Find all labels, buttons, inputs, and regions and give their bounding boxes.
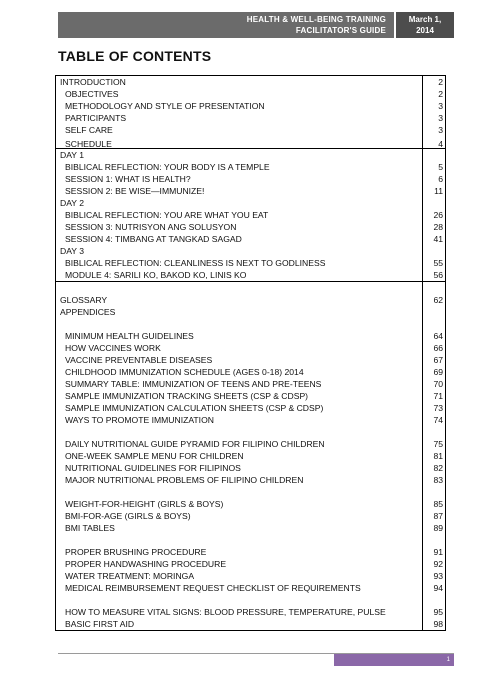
toc-spacer (56, 594, 422, 606)
toc-entry-title[interactable]: BASIC FIRST AID (65, 619, 135, 629)
toc-entry-page: 64 (433, 331, 443, 341)
toc-entry-title[interactable]: ONE-WEEK SAMPLE MENU FOR CHILDREN (65, 451, 244, 461)
toc-entry-page: 26 (433, 210, 443, 220)
toc-entry-page: 91 (433, 547, 443, 557)
toc-entry-page: 87 (433, 511, 443, 521)
toc-entry-page: 71 (433, 391, 443, 401)
toc-entry-page (423, 318, 443, 330)
page-header (58, 12, 454, 38)
toc-entry-title[interactable]: GLOSSARY (60, 295, 108, 305)
toc-titles-cell (56, 282, 423, 631)
toc-section (56, 149, 446, 282)
footer-page-number: 1 (446, 657, 450, 663)
toc-entry-title[interactable]: SCHEDULE (65, 139, 112, 149)
toc-spacer (56, 534, 422, 546)
toc-entry-page (423, 149, 443, 161)
toc-entry-title[interactable]: BIBLICAL REFLECTION: YOU ARE WHAT YOU EAT (65, 210, 269, 220)
toc-entry-title[interactable]: WAYS TO PROMOTE IMMUNIZATION (65, 415, 214, 425)
toc-entry-page: 89 (433, 523, 443, 533)
toc-entry-title[interactable]: OBJECTIVES (65, 89, 119, 99)
toc-entry-title[interactable]: SESSION 2: BE WISE—IMMUNIZE! (65, 186, 205, 196)
toc-entry-page: 94 (433, 583, 443, 593)
toc-entry-title[interactable]: DAY 3 (60, 246, 85, 256)
toc-entry-page: 56 (433, 270, 443, 280)
toc-titles-cell (56, 76, 423, 149)
toc-entry-page: 92 (433, 559, 443, 569)
toc-entry-title[interactable]: PROPER HANDWASHING PROCEDURE (65, 559, 227, 569)
toc-entry-page: 3 (438, 113, 443, 123)
toc-entry-title[interactable]: HOW TO MEASURE VITAL SIGNS: BLOOD PRESSURE, TEMPERATURE, PULSE (65, 607, 386, 617)
toc-entry-title[interactable]: METHODOLOGY AND STYLE OF PRESENTATION (65, 101, 265, 111)
toc-entry-page (423, 426, 443, 438)
toc-entry-page: 98 (433, 619, 443, 629)
toc-entry-page (423, 245, 443, 257)
toc-entry-page: 75 (433, 439, 443, 449)
toc-entry-title[interactable]: NUTRITIONAL GUIDELINES FOR FILIPINOS (65, 463, 241, 473)
toc-entry-page: 82 (433, 463, 443, 473)
toc-entry-page: 66 (433, 343, 443, 353)
toc-entry-title[interactable]: PROPER BRUSHING PROCEDURE (65, 547, 207, 557)
toc-entry-page: 62 (433, 295, 443, 305)
toc-entry-title[interactable]: VACCINE PREVENTABLE DISEASES (65, 355, 213, 365)
toc-body (56, 76, 446, 631)
toc-entry-page: 11 (434, 186, 443, 196)
toc-pages-cell (423, 282, 446, 631)
toc-entry-page: 69 (433, 367, 443, 377)
toc-entry-title[interactable]: WATER TREATMENT: MORINGA (65, 571, 195, 581)
toc-entry-page: 2 (438, 77, 443, 87)
toc-entry-page: 83 (433, 475, 443, 485)
toc-entry-title[interactable]: SAMPLE IMMUNIZATION CALCULATION SHEETS (CSP & CDSP) (65, 403, 324, 413)
toc-entry-page (423, 486, 443, 498)
toc-entry-title[interactable]: HOW VACCINES WORK (65, 343, 161, 353)
toc-entry-page (423, 197, 443, 209)
toc-entry-page: 93 (433, 571, 443, 581)
toc-entry-title[interactable]: SELF CARE (65, 125, 113, 135)
header-title (58, 12, 394, 38)
toc-entry-title[interactable]: SAMPLE IMMUNIZATION TRACKING SHEETS (CSP & CDSP) (65, 391, 309, 401)
toc-entry-title[interactable]: MAJOR NUTRITIONAL PROBLEMS OF FILIPINO CHILDREN (65, 475, 304, 485)
toc-entry-page: 85 (433, 499, 443, 509)
toc-entry-page (423, 306, 443, 318)
header-date-line1: March 1, (408, 15, 442, 24)
toc-entry-title[interactable]: DAY 1 (60, 150, 85, 160)
header-date-line2: 2014 (416, 26, 434, 35)
toc-entry-title[interactable]: MEDICAL REIMBURSEMENT REQUEST CHECKLIST OF REQUIREMENTS (65, 583, 361, 593)
toc-pages-cell (423, 149, 446, 282)
toc-entry-page: 73 (433, 403, 443, 413)
toc-entry-title[interactable]: BIBLICAL REFLECTION: CLEANLINESS IS NEXT TO GODLINESS (65, 258, 326, 268)
toc-table (55, 75, 446, 631)
toc-entry-title[interactable]: CHILDHOOD IMMUNIZATION SCHEDULE (AGES 0-18) 2014 (65, 367, 304, 377)
toc-spacer (56, 318, 422, 330)
toc-entry-page: 41 (433, 234, 443, 244)
toc-entry-title[interactable]: SESSION 3: NUTRISYON ANG SOLUSYON (65, 222, 237, 232)
toc-entry-page (423, 594, 443, 606)
toc-entry-page (423, 534, 443, 546)
toc-entry-title[interactable]: MODULE 4: SARILI KO, BAKOD KO, LINIS KO (65, 270, 247, 280)
toc-spacer (56, 282, 422, 294)
header-date (396, 12, 454, 38)
toc-entry-title[interactable]: DAY 2 (60, 198, 85, 208)
toc-entry-title[interactable]: SESSION 1: WHAT IS HEALTH? (65, 174, 191, 184)
toc-entry-page: 3 (438, 101, 443, 111)
toc-entry-page: 55 (433, 258, 443, 268)
toc-spacer (56, 486, 422, 498)
toc-entry-page: 5 (438, 162, 443, 172)
toc-entry-page: 3 (438, 125, 443, 135)
toc-entry-page: 74 (433, 415, 443, 425)
toc-entry-page (423, 282, 443, 294)
header-title-line2: FACILITATOR'S GUIDE (295, 26, 386, 35)
toc-entry-page: 67 (433, 355, 443, 365)
toc-entry-page: 6 (438, 174, 443, 184)
toc-entry-title[interactable]: BIBLICAL REFLECTION: YOUR BODY IS A TEMPLE (65, 162, 270, 172)
toc-entry-page: 28 (433, 222, 443, 232)
toc-pages-cell (423, 76, 446, 149)
toc-entry-title[interactable]: DAILY NUTRITIONAL GUIDE PYRAMID FOR FILIPINO CHILDREN (65, 439, 325, 449)
toc-entry-title[interactable]: BMI TABLES (65, 523, 115, 533)
toc-title: TABLE OF CONTENTS (58, 48, 212, 64)
toc-entry-page: 4 (438, 139, 443, 149)
header-title-line1: HEALTH & WELL-BEING TRAINING (246, 15, 386, 24)
toc-entry-page: 2 (438, 89, 443, 99)
toc-entry-title[interactable]: PARTICIPANTS (65, 113, 127, 123)
toc-entry-page: 81 (433, 451, 443, 461)
toc-entry-title[interactable]: APPENDICES (60, 307, 116, 317)
toc-titles-cell (56, 149, 423, 282)
toc-section (56, 76, 446, 149)
toc-entry-page: 95 (433, 607, 443, 617)
toc-entry-title[interactable]: MINIMUM HEALTH GUIDELINES (65, 331, 194, 341)
toc-spacer (56, 426, 422, 438)
toc-entry-title[interactable]: INTRODUCTION (60, 77, 126, 87)
toc-entry-title[interactable]: SESSION 4: TIMBANG AT TANGKAD SAGAD (65, 234, 242, 244)
toc-entry-title[interactable]: WEIGHT-FOR-HEIGHT (GIRLS & BOYS) (65, 499, 224, 509)
toc-entry-page: 70 (433, 379, 443, 389)
toc-section (56, 282, 446, 631)
toc-entry-title[interactable]: BMI-FOR-AGE (GIRLS & BOYS) (65, 511, 191, 521)
toc-entry-title[interactable]: SUMMARY TABLE: IMMUNIZATION OF TEENS AND PRE-TEENS (65, 379, 322, 389)
